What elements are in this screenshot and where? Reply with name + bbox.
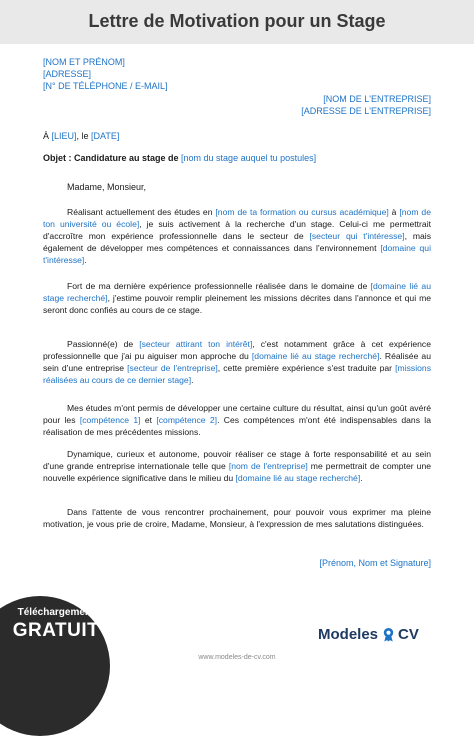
placeholder: [domaine lié au stage recherché] [235, 473, 361, 483]
place-mid: , le [76, 131, 92, 141]
place-date [43, 131, 119, 141]
paragraph-text: me permettrait de compter une nouvelle expérience significative dans le milieu du [43, 461, 432, 483]
brand-text-part2: CV [398, 626, 419, 643]
paragraph-text: , mais également de développer mes compétences et connaissances dans l'environnement [43, 231, 431, 253]
paragraph-2 [43, 280, 431, 316]
recipient-address: [ADRESSE DE L'ENTREPRISE] [301, 106, 431, 116]
paragraph-3 [43, 338, 431, 386]
recipient-block [301, 93, 431, 117]
recipient-company: [NOM DE L'ENTREPRISE] [323, 94, 431, 104]
paragraph-text: . [84, 255, 87, 265]
paragraph-text: . [191, 375, 194, 385]
place-lieu: [LIEU] [51, 131, 77, 141]
paragraph-text: . Ces compétences m'ont été indispensables dans la réalisation de mes précédentes missions. [43, 415, 431, 437]
paragraph-text: Mes études m'ont permis de développer une certaine culture du résultat, ainsi qu'un goût avéré pour les [43, 403, 431, 425]
placeholder: [domaine lié au stage recherché] [43, 281, 431, 303]
paragraph-text: . [360, 473, 363, 483]
brand-logo[interactable] [318, 624, 438, 644]
badge-line1[interactable]: Téléchargement [17, 607, 95, 618]
placeholder: [domaine qui t'intéresse] [43, 243, 431, 265]
placeholder: [secteur de l'entreprise] [127, 363, 218, 373]
placeholder: [compétence 2] [156, 415, 218, 425]
paragraph-5 [43, 448, 431, 484]
paragraph-text: , cette première expérience s'est traduite par [217, 363, 396, 373]
sender-contact: [N° DE TÉLÉPHONE / E-MAIL] [43, 81, 168, 91]
paragraph-6 [43, 506, 431, 530]
paragraph-text: et [140, 415, 157, 425]
subject-line [43, 153, 316, 163]
sender-address: [ADRESSE] [43, 69, 92, 79]
page-title: Lettre de Motivation pour un Stage [88, 11, 386, 31]
placeholder: [secteur qui t'intéresse] [309, 231, 405, 241]
paragraph-4 [43, 402, 431, 438]
placeholder: [nom de ta formation ou cursus académique] [215, 207, 389, 217]
paragraph-text: . Réalisée au sein d'une entreprise [43, 351, 431, 373]
ribbon-icon [381, 627, 396, 642]
placeholder: [nom de l'entreprise] [228, 461, 308, 471]
paragraph-text: Dans l'attente de vous rencontrer prochainement, pour pouvoir vous exprimer ma pleine motivation, je vous prie de croire, Madame, Monsieur, à l'expression de mes salutations distinguées. [43, 507, 431, 529]
subject-label: Objet : Candidature au stage de [43, 153, 182, 163]
footer-url[interactable]: www.modeles-de-cv.com [198, 654, 276, 661]
placeholder: [missions réalisées au cours de ce dernier stage] [43, 363, 431, 385]
salutation: Madame, Monsieur, [67, 182, 147, 192]
placeholder: [compétence 1] [79, 415, 141, 425]
paragraph-text: Fort de ma dernière expérience professionnelle réalisée dans le domaine de [67, 281, 371, 291]
paragraph-text: , j'estime pouvoir remplir pleinement les missions décrites dans l'annonce et qui me seront donc confiés au cours de ce stage. [43, 293, 432, 315]
badge-line2[interactable]: GRATUIT [12, 620, 100, 641]
signature: [Prénom, Nom et Signature] [319, 558, 431, 568]
subject-value: [nom du stage auquel tu postules] [181, 153, 317, 163]
placeholder: [secteur attirant ton intérêt] [139, 339, 253, 349]
placeholder: [domaine lié au stage recherché] [251, 351, 380, 361]
placeholder: [nom de ton université ou école] [43, 207, 431, 229]
paragraph-1 [43, 206, 431, 266]
paragraph-text: Passionné(e) de [67, 339, 140, 349]
paragraph-text: Dynamique, curieux et autonome, pouvoir réaliser ce stage à forte responsabilité et au sein d'une grande entreprise internationale telle que [43, 449, 431, 471]
sender-block [43, 56, 167, 92]
place-prefix: À [43, 131, 52, 141]
sender-name: [NOM ET PRÉNOM] [43, 57, 125, 67]
place-date-value: [DATE] [91, 131, 120, 141]
paragraph-text: Réalisant actuellement des études en [67, 207, 216, 217]
paragraph-text: , c'est notamment grâce à cet expérience professionnelle que j'ai pu aiguiser mon approche du [43, 339, 431, 361]
brand-text-part1: Modeles [318, 626, 379, 643]
paragraph-text: , je suis activement à la recherche d'un stage. Celui-ci me permettrait d'accroître mon expérience professionnelle dans le secteur de [43, 219, 431, 241]
paragraph-text: à [388, 207, 400, 217]
